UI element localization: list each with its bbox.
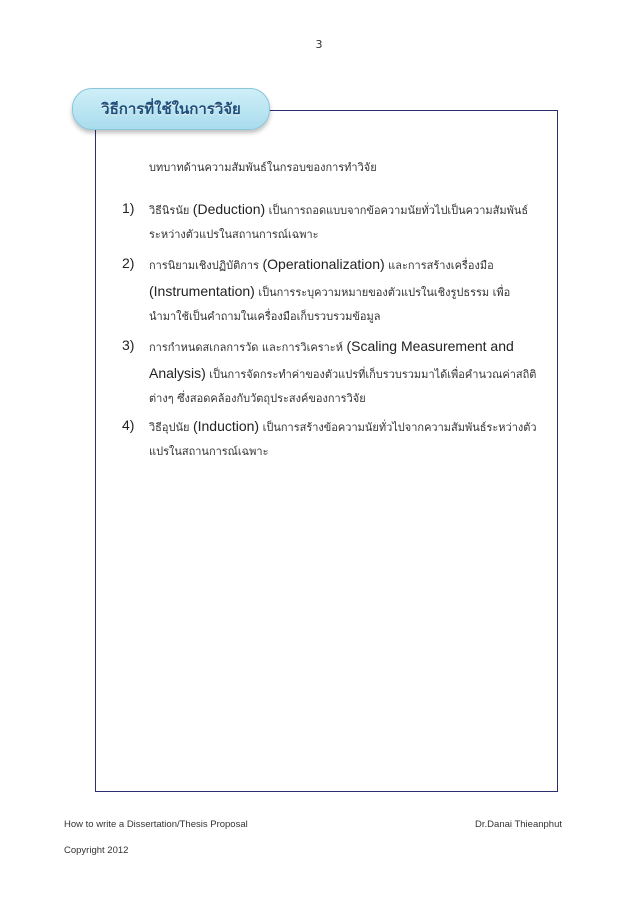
item-text: วิธีนิรนัย bbox=[149, 204, 190, 217]
item-term: (Deduction) bbox=[192, 201, 266, 217]
list-item bbox=[122, 333, 547, 411]
item-term: (Scaling Measurement and bbox=[346, 338, 514, 354]
intro-text: บทบาทด้านความสัมพันธ์ในกรอบของการทำวิจัย bbox=[149, 161, 377, 174]
item-text: และการสร้างเครื่องมือ bbox=[388, 259, 494, 272]
item-line: ระหว่างตัวแปรในสถานการณ์เฉพาะ bbox=[149, 228, 319, 241]
item-text: เป็นการถอดแบบจากข้อความนัยทั่วไปเป็นความสัมพันธ์ bbox=[268, 204, 529, 217]
item-line bbox=[149, 196, 547, 223]
item-line bbox=[149, 251, 547, 278]
copyright: Copyright 2012 bbox=[64, 845, 129, 856]
section-heading-badge bbox=[72, 88, 270, 130]
list-item bbox=[122, 196, 547, 247]
item-number: 4) bbox=[122, 417, 135, 433]
page-number: 3 bbox=[315, 38, 323, 51]
item-text: เป็นการสร้างข้อความนัยทั่วไปจากความสัมพันธ์ระหว่างตัว bbox=[262, 421, 537, 434]
item-text: การนิยามเชิงปฏิบัติการ bbox=[149, 259, 259, 272]
item-number: 1) bbox=[122, 200, 135, 216]
item-line bbox=[149, 278, 547, 305]
item-term: Analysis) bbox=[149, 365, 206, 381]
item-text: วิธีอุปนัย bbox=[149, 421, 190, 434]
list-item bbox=[122, 251, 547, 329]
item-line bbox=[149, 360, 547, 387]
item-term: (Instrumentation) bbox=[149, 283, 255, 299]
item-line: นำมาใช้เป็นคำถามในเครื่องมือเก็บรวบรวมข้อมูล bbox=[149, 310, 381, 323]
item-term: (Induction) bbox=[192, 418, 260, 434]
footer-author: Dr.Danai Thieanphut bbox=[475, 819, 562, 830]
item-text: เป็นการจัดกระทำค่าของตัวแปรที่เก็บรวบรวมมาได้เพื่อคำนวณค่าสถิติ bbox=[209, 368, 537, 381]
item-number: 2) bbox=[122, 255, 135, 271]
footer-title: How to write a Dissertation/Thesis Proposal bbox=[64, 819, 248, 830]
item-line: ต่างๆ ซึ่งสอดคล้องกับวัตถุประสงค์ของการวิจัย bbox=[149, 392, 366, 405]
item-line: แปรในสถานการณ์เฉพาะ bbox=[149, 445, 269, 458]
item-text: การกำหนดสเกลการวัด และการวิเคราะห์ bbox=[149, 341, 343, 354]
item-number: 3) bbox=[122, 337, 135, 353]
item-text: เป็นการระบุความหมายของตัวแปรในเชิงรูปธรรม เพื่อ bbox=[258, 286, 511, 299]
list-item bbox=[122, 413, 547, 464]
item-line bbox=[149, 413, 547, 440]
item-term: (Operationalization) bbox=[262, 256, 385, 272]
item-line bbox=[149, 333, 547, 360]
section-heading: วิธีการที่ใช้ในการวิจัย bbox=[101, 100, 241, 118]
